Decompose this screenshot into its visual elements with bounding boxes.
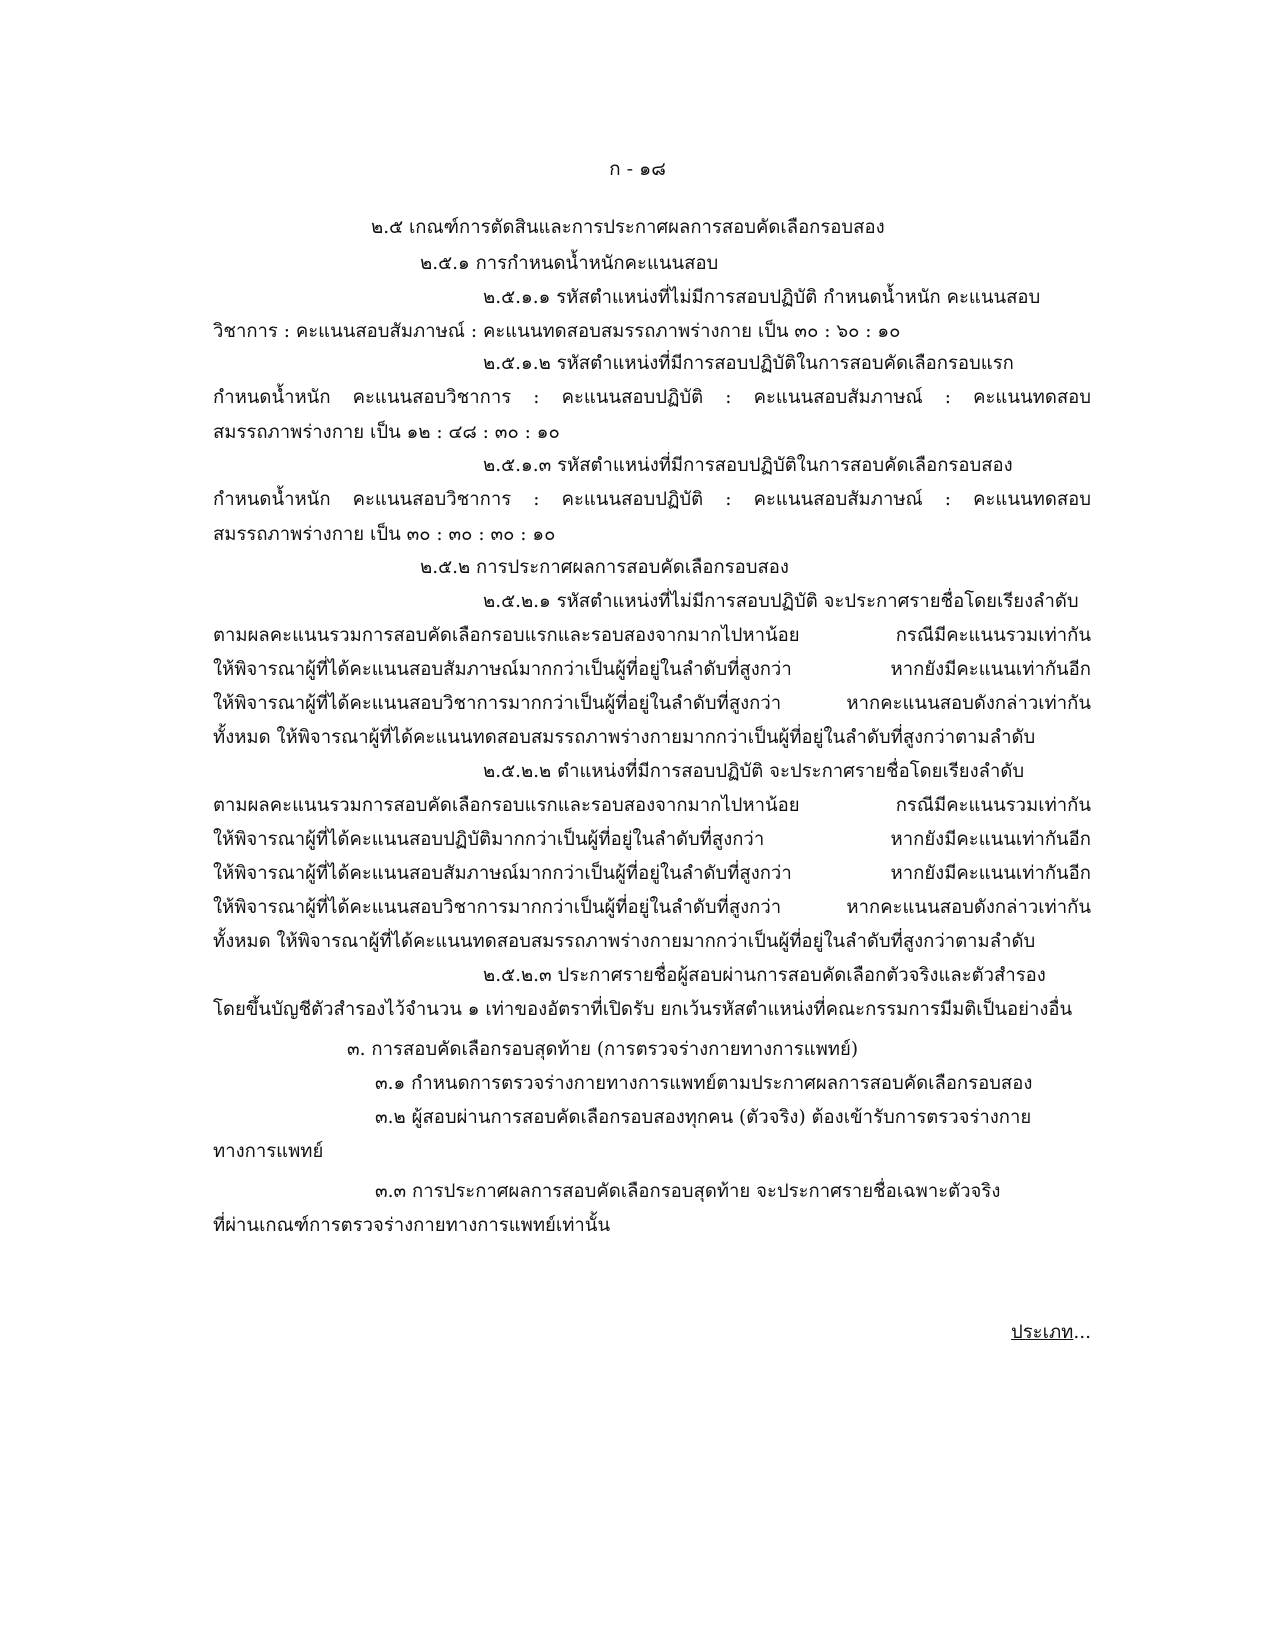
page-number: ก - ๑๘	[609, 158, 666, 180]
subsection-heading-2-5-1: ๒.๕.๑ การกำหนดน้ำหนักคะแนนสอบ	[420, 253, 719, 274]
continuation-ellipsis: ...	[1073, 1322, 1091, 1343]
paragraph-2-5-2-2-line-4: ให้พิจารณาผู้ที่ได้คะแนนสอบสัมภาษณ์มากกว่าเป็นผู้ที่อยู่ในลำดับที่สูงกว่า หากยังมีคะแนนเท่ากันอีก	[213, 863, 1091, 884]
paragraph-2-5-1-1-line-1: ๒.๕.๑.๑ รหัสตำแหน่งที่ไม่มีการสอบปฏิบัติ กำหนดน้ำหนัก คะแนนสอบ	[483, 287, 1041, 308]
paragraph-2-5-1-2-line-3: สมรรถภาพร่างกาย เป็น ๑๒ : ๔๘ : ๓๐ : ๑๐	[213, 422, 560, 443]
paragraph-2-5-1-3-line-1: ๒.๕.๑.๓ รหัสตำแหน่งที่มีการสอบปฏิบัติในการสอบคัดเลือกรอบสอง	[483, 455, 1013, 476]
paragraph-3-2-line-2: ทางการแพทย์	[213, 1141, 324, 1162]
section-heading-3: ๓. การสอบคัดเลือกรอบสุดท้าย (การตรวจร่างกายทางการแพทย์)	[347, 1039, 859, 1060]
paragraph-2-5-2-1-line-4: ให้พิจารณาผู้ที่ได้คะแนนสอบวิชาการมากกว่าเป็นผู้ที่อยู่ในลำดับที่สูงกว่า หากคะแนนสอบดังกล่าวเท่ากัน	[213, 693, 1091, 714]
paragraph-3-1: ๓.๑ กำหนดการตรวจร่างกายทางการแพทย์ตามประกาศผลการสอบคัดเลือกรอบสอง	[375, 1073, 1033, 1094]
paragraph-3-3-line-2: ที่ผ่านเกณฑ์การตรวจร่างกายทางการแพทย์เท่านั้น	[213, 1215, 611, 1236]
continuation-word: ประเภท	[1011, 1322, 1074, 1343]
paragraph-2-5-2-2-line-2: ตามผลคะแนนรวมการสอบคัดเลือกรอบแรกและรอบสองจากมากไปหาน้อย กรณีมีคะแนนรวมเท่ากัน	[213, 795, 1091, 816]
paragraph-2-5-1-2-line-1: ๒.๕.๑.๒ รหัสตำแหน่งที่มีการสอบปฏิบัติในการสอบคัดเลือกรอบแรก	[483, 353, 1014, 374]
paragraph-2-5-2-1-line-3: ให้พิจารณาผู้ที่ได้คะแนนสอบสัมภาษณ์มากกว่าเป็นผู้ที่อยู่ในลำดับที่สูงกว่า หากยังมีคะแนนเท่ากันอีก	[213, 659, 1091, 680]
paragraph-2-5-1-1-line-2: วิชาการ : คะแนนสอบสัมภาษณ์ : คะแนนทดสอบสมรรถภาพร่างกาย เป็น ๓๐ : ๖๐ : ๑๐	[213, 321, 901, 342]
paragraph-3-3-line-1: ๓.๓ การประกาศผลการสอบคัดเลือกรอบสุดท้าย จะประกาศรายชื่อเฉพาะตัวจริง	[375, 1181, 1001, 1202]
paragraph-2-5-1-2-line-2: กำหนดน้ำหนัก คะแนนสอบวิชาการ : คะแนนสอบปฏิบัติ : คะแนนสอบสัมภาษณ์ : คะแนนทดสอบ	[213, 387, 1091, 408]
continuation-marker	[1011, 1318, 1091, 1347]
paragraph-2-5-2-1-line-1: ๒.๕.๒.๑ รหัสตำแหน่งที่ไม่มีการสอบปฏิบัติ จะประกาศรายชื่อโดยเรียงลำดับ	[483, 591, 1079, 612]
section-heading-2-5: ๒.๕ เกณฑ์การตัดสินและการประกาศผลการสอบคัดเลือกรอบสอง	[371, 217, 885, 238]
paragraph-2-5-2-2-line-5: ให้พิจารณาผู้ที่ได้คะแนนสอบวิชาการมากกว่าเป็นผู้ที่อยู่ในลำดับที่สูงกว่า หากคะแนนสอบดังกล่าวเท่ากัน	[213, 897, 1091, 918]
paragraph-2-5-2-1-line-2: ตามผลคะแนนรวมการสอบคัดเลือกรอบแรกและรอบสองจากมากไปหาน้อย กรณีมีคะแนนรวมเท่ากัน	[213, 625, 1091, 646]
paragraph-2-5-2-3-line-1: ๒.๕.๒.๓ ประกาศรายชื่อผู้สอบผ่านการสอบคัดเลือกตัวจริงและตัวสำรอง	[483, 965, 1046, 986]
paragraph-3-2-line-1: ๓.๒ ผู้สอบผ่านการสอบคัดเลือกรอบสองทุกคน (ตัวจริง) ต้องเข้ารับการตรวจร่างกาย	[375, 1107, 1032, 1128]
subsection-heading-2-5-2: ๒.๕.๒ การประกาศผลการสอบคัดเลือกรอบสอง	[420, 557, 789, 578]
paragraph-2-5-1-3-line-3: สมรรถภาพร่างกาย เป็น ๓๐ : ๓๐ : ๓๐ : ๑๐	[213, 524, 556, 545]
paragraph-2-5-2-3-line-2: โดยขึ้นบัญชีตัวสำรองไว้จำนวน ๑ เท่าของอัตราที่เปิดรับ ยกเว้นรหัสตำแหน่งที่คณะกรรมการมีมติเป็นอย่างอื่น	[213, 999, 1073, 1020]
paragraph-2-5-1-3-line-2: กำหนดน้ำหนัก คะแนนสอบวิชาการ : คะแนนสอบปฏิบัติ : คะแนนสอบสัมภาษณ์ : คะแนนทดสอบ	[213, 489, 1091, 510]
paragraph-2-5-2-1-line-5: ทั้งหมด ให้พิจารณาผู้ที่ได้คะแนนทดสอบสมรรถภาพร่างกายมากกว่าเป็นผู้ที่อยู่ในลำดับที่สูงกว่าตามลำดับ	[213, 727, 1036, 748]
paragraph-2-5-2-2-line-1: ๒.๕.๒.๒ ตำแหน่งที่มีการสอบปฏิบัติ จะประกาศรายชื่อโดยเรียงลำดับ	[483, 761, 1025, 782]
paragraph-2-5-2-2-line-6: ทั้งหมด ให้พิจารณาผู้ที่ได้คะแนนทดสอบสมรรถภาพร่างกายมากกว่าเป็นผู้ที่อยู่ในลำดับที่สูงกว่าตามลำดับ	[213, 931, 1036, 952]
paragraph-2-5-2-2-line-3: ให้พิจารณาผู้ที่ได้คะแนนสอบปฏิบัติมากกว่าเป็นผู้ที่อยู่ในลำดับที่สูงกว่า หากยังมีคะแนนเท่ากันอีก	[213, 829, 1091, 850]
